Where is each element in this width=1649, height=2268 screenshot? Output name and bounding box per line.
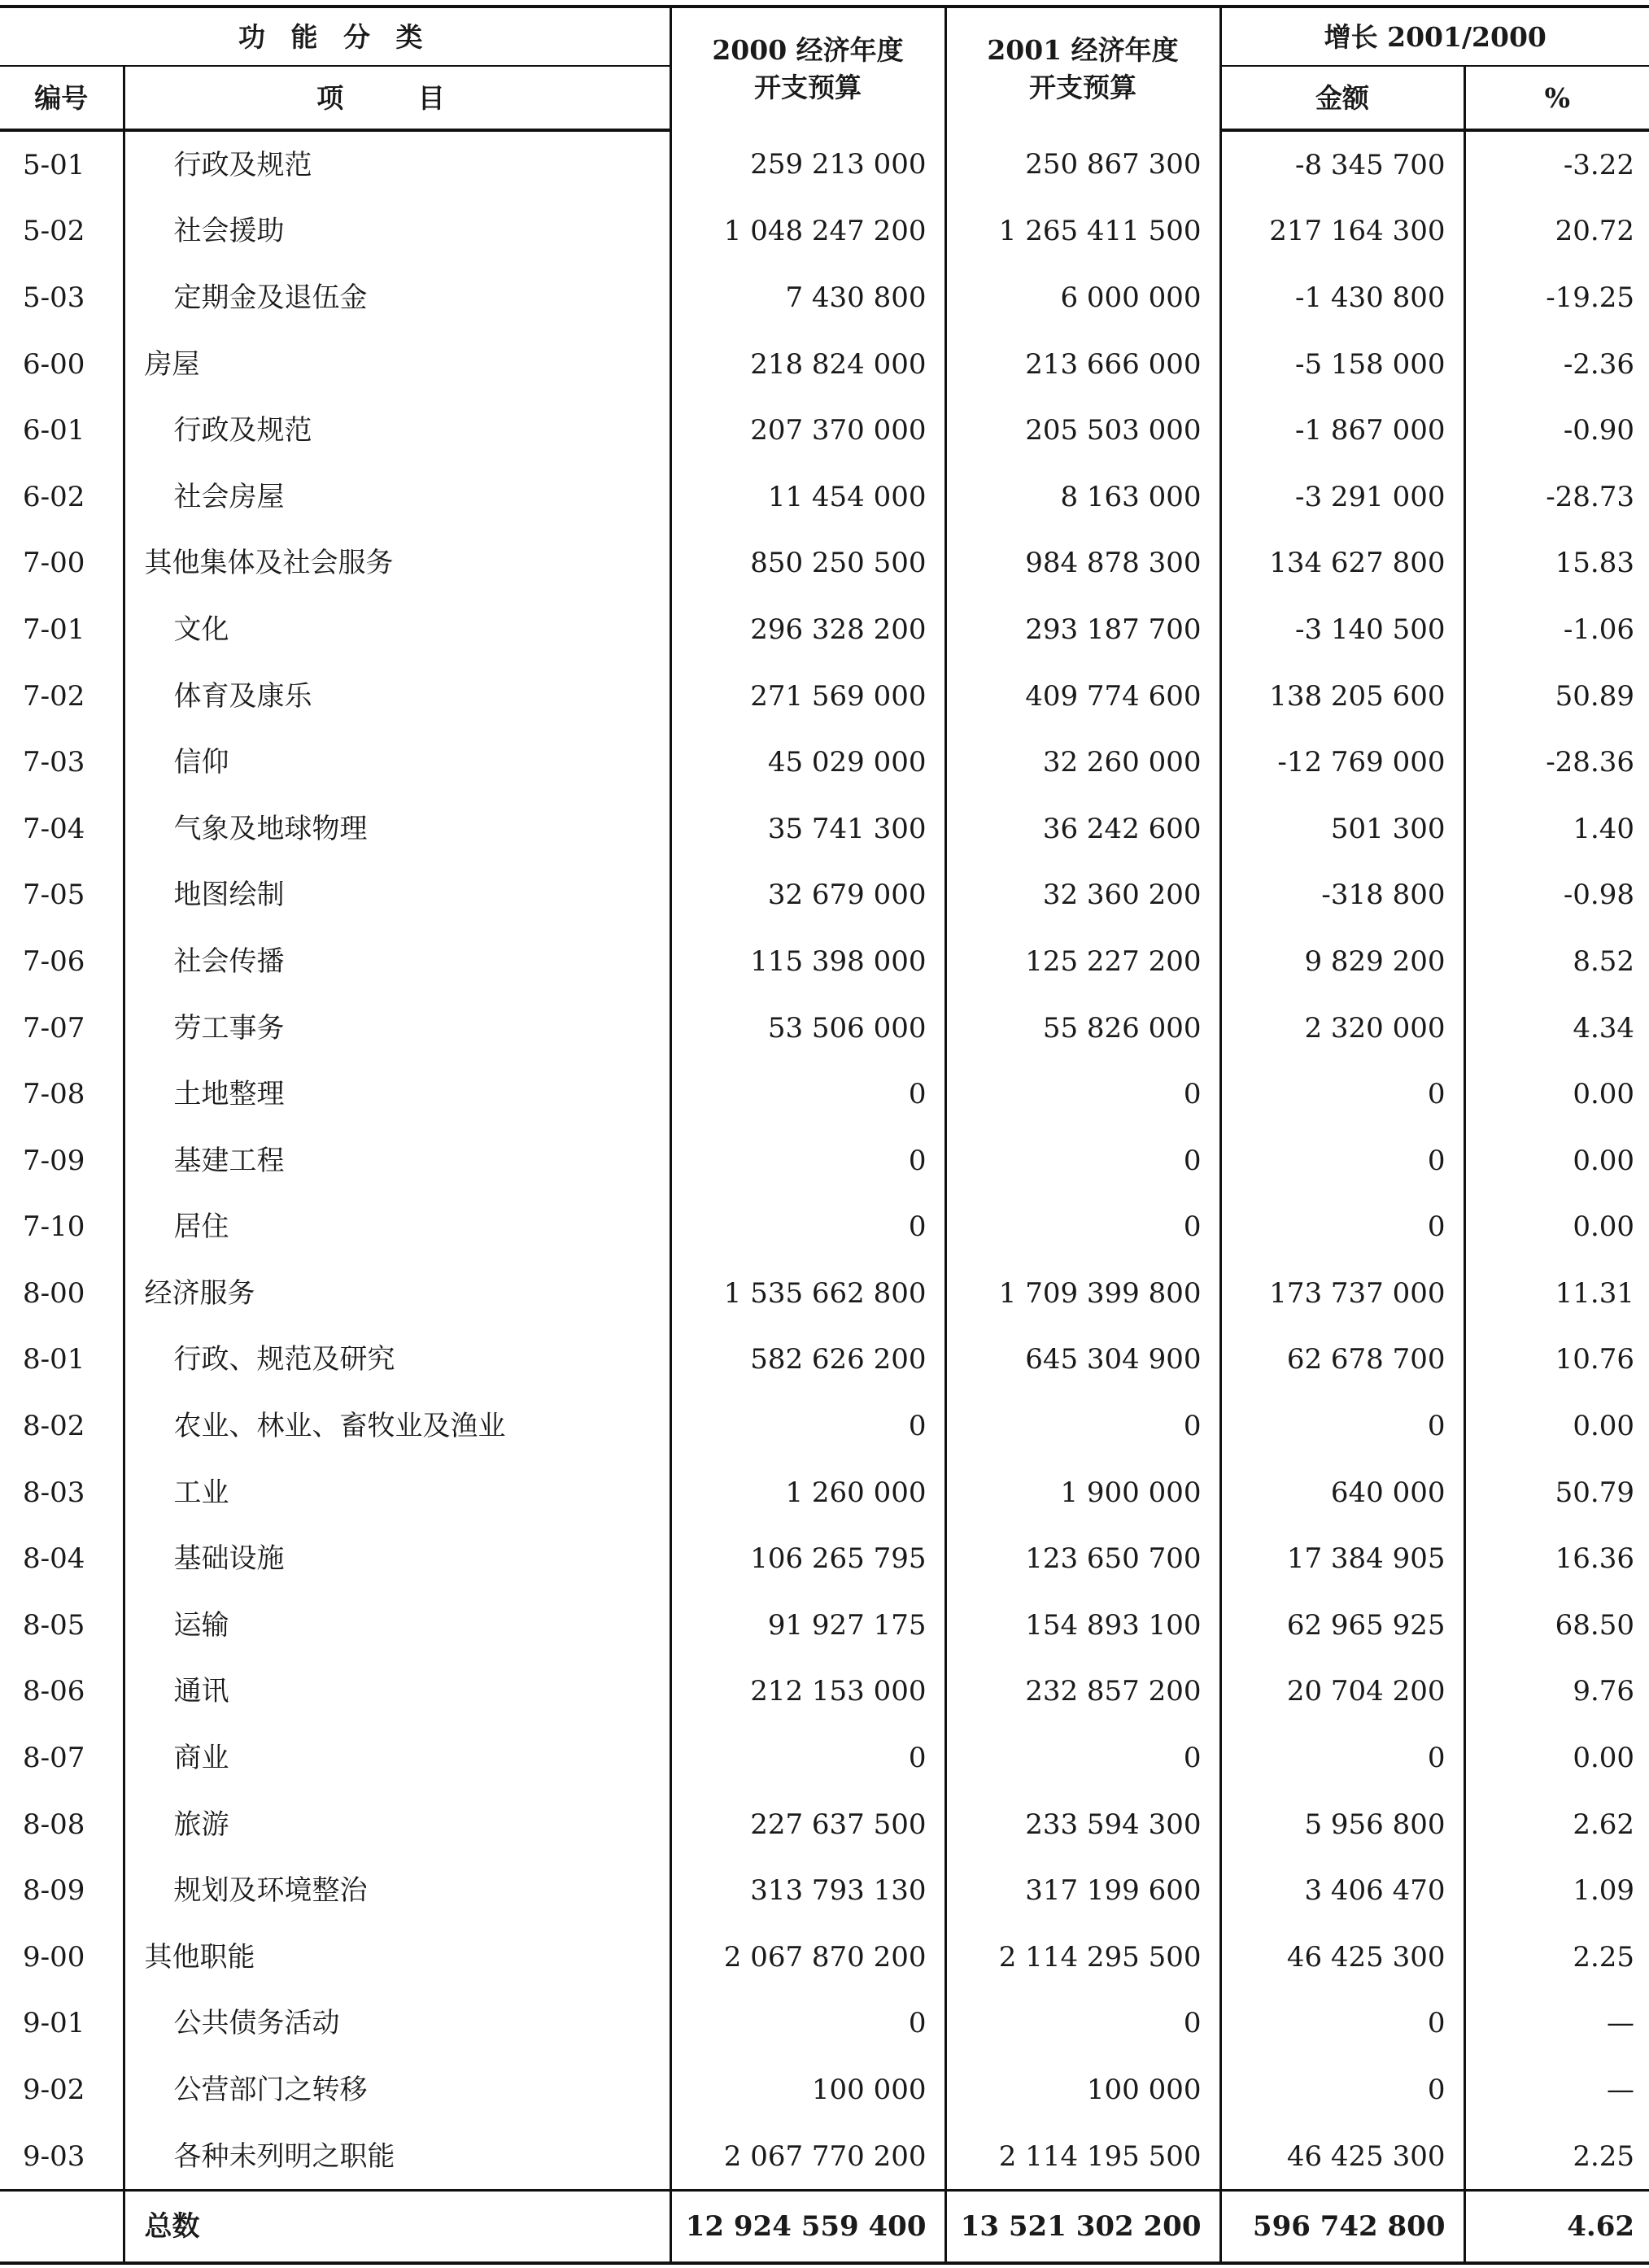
row-code: 6-02 bbox=[23, 480, 85, 513]
row-budget-2000: 0 bbox=[670, 1061, 945, 1127]
row-code: 8-05 bbox=[23, 1608, 85, 1642]
row-growth-percent: 50.89 bbox=[1464, 663, 1649, 730]
row-code: 7-02 bbox=[23, 679, 85, 713]
header-growth: 增长 2001/2000 bbox=[1220, 7, 1649, 66]
row-budget-2000: 0 bbox=[670, 1725, 945, 1791]
row-growth-amount: 62 678 700 bbox=[1220, 1327, 1464, 1394]
row-code: 7-00 bbox=[23, 547, 85, 580]
row-item: 地图绘制 bbox=[124, 862, 670, 929]
row-budget-2001: 100 000 bbox=[945, 2056, 1220, 2123]
row-growth-percent: -0.90 bbox=[1464, 397, 1649, 464]
row-item: 行政、规范及研究 bbox=[124, 1327, 670, 1394]
row-code: 6-01 bbox=[23, 414, 85, 447]
table-row bbox=[0, 729, 1649, 796]
row-item: 土地整理 bbox=[124, 1061, 670, 1127]
table-row bbox=[0, 862, 1649, 929]
row-item: 规划及环境整治 bbox=[124, 1857, 670, 1924]
row-budget-2001: 0 bbox=[945, 1991, 1220, 2057]
row-budget-2000: 212 153 000 bbox=[670, 1659, 945, 1725]
row-code: 9-00 bbox=[23, 1940, 85, 1974]
row-growth-amount: 2 320 000 bbox=[1220, 995, 1464, 1062]
row-growth-amount: 0 bbox=[1220, 1991, 1464, 2057]
table-row bbox=[0, 1525, 1649, 1592]
row-budget-2000: 227 637 500 bbox=[670, 1791, 945, 1858]
row-budget-2000: 91 927 175 bbox=[670, 1592, 945, 1659]
header-2001-budget: 2001 经济年度 开支预算 bbox=[945, 7, 1220, 130]
row-budget-2001: 36 242 600 bbox=[945, 796, 1220, 862]
row-budget-2000: 45 029 000 bbox=[670, 729, 945, 796]
table-row bbox=[0, 2123, 1649, 2191]
table-body bbox=[0, 130, 1649, 2263]
row-growth-percent: 2.62 bbox=[1464, 1791, 1649, 1858]
row-item: 商业 bbox=[124, 1725, 670, 1791]
row-growth-percent: 0.00 bbox=[1464, 1127, 1649, 1194]
row-budget-2000: 11 454 000 bbox=[670, 464, 945, 530]
row-growth-amount: -1 430 800 bbox=[1220, 264, 1464, 331]
row-item: 房屋 bbox=[124, 331, 670, 398]
row-code: 9-03 bbox=[23, 2139, 85, 2173]
total-growth-percent: 4.62 bbox=[1464, 2191, 1649, 2264]
row-budget-2001: 0 bbox=[945, 1127, 1220, 1194]
row-item: 其他职能 bbox=[124, 1924, 670, 1991]
row-item: 公共债务活动 bbox=[124, 1991, 670, 2057]
row-budget-2000: 35 741 300 bbox=[670, 796, 945, 862]
row-budget-2000: 1 048 247 200 bbox=[670, 198, 945, 265]
row-budget-2000: 582 626 200 bbox=[670, 1327, 945, 1394]
row-growth-percent: -28.73 bbox=[1464, 464, 1649, 530]
table-row bbox=[0, 264, 1649, 331]
header-function-class: 功 能 分 类 bbox=[0, 7, 670, 66]
table-row bbox=[0, 1659, 1649, 1725]
row-budget-2000: 0 bbox=[670, 1194, 945, 1261]
row-growth-amount: 173 737 000 bbox=[1220, 1260, 1464, 1327]
row-budget-2000: 218 824 000 bbox=[670, 331, 945, 398]
row-budget-2000: 313 793 130 bbox=[670, 1857, 945, 1924]
row-budget-2001: 0 bbox=[945, 1061, 1220, 1127]
row-growth-amount: -3 140 500 bbox=[1220, 596, 1464, 663]
row-growth-percent: 68.50 bbox=[1464, 1592, 1649, 1659]
row-growth-percent: 8.52 bbox=[1464, 928, 1649, 995]
row-growth-percent: 9.76 bbox=[1464, 1659, 1649, 1725]
row-growth-percent: — bbox=[1464, 1991, 1649, 2057]
row-code: 8-08 bbox=[23, 1808, 85, 1841]
row-budget-2001: 293 187 700 bbox=[945, 596, 1220, 663]
row-budget-2000: 115 398 000 bbox=[670, 928, 945, 995]
row-budget-2001: 409 774 600 bbox=[945, 663, 1220, 730]
row-growth-percent: -3.22 bbox=[1464, 130, 1649, 198]
row-code: 7-10 bbox=[23, 1210, 85, 1244]
row-code: 8-09 bbox=[23, 1874, 85, 1908]
row-growth-amount: 62 965 925 bbox=[1220, 1592, 1464, 1659]
table-row bbox=[0, 1791, 1649, 1858]
table-row bbox=[0, 796, 1649, 862]
total-label: 总数 bbox=[124, 2191, 670, 2264]
row-growth-percent: -28.36 bbox=[1464, 729, 1649, 796]
row-item: 各种未列明之职能 bbox=[124, 2123, 670, 2191]
row-code: 7-08 bbox=[23, 1078, 85, 1111]
budget-table bbox=[0, 5, 1649, 2265]
row-growth-percent: 4.34 bbox=[1464, 995, 1649, 1062]
row-budget-2001: 250 867 300 bbox=[945, 130, 1220, 198]
row-growth-percent: -2.36 bbox=[1464, 331, 1649, 398]
row-code: 9-01 bbox=[23, 2007, 85, 2040]
row-growth-percent: 50.79 bbox=[1464, 1459, 1649, 1526]
row-growth-amount: -318 800 bbox=[1220, 862, 1464, 929]
row-code: 8-06 bbox=[23, 1675, 85, 1708]
row-budget-2000: 100 000 bbox=[670, 2056, 945, 2123]
row-growth-percent: 20.72 bbox=[1464, 198, 1649, 265]
row-code: 8-07 bbox=[23, 1742, 85, 1775]
row-budget-2000: 1 260 000 bbox=[670, 1459, 945, 1526]
budget-table-document bbox=[0, 5, 1649, 2265]
total-growth-amount: 596 742 800 bbox=[1220, 2191, 1464, 2264]
total-budget-2001: 13 521 302 200 bbox=[945, 2191, 1220, 2264]
table-row bbox=[0, 130, 1649, 198]
table-row bbox=[0, 1194, 1649, 1261]
row-code: 5-03 bbox=[23, 281, 85, 314]
row-budget-2001: 232 857 200 bbox=[945, 1659, 1220, 1725]
row-budget-2000: 850 250 500 bbox=[670, 530, 945, 597]
row-item: 行政及规范 bbox=[124, 397, 670, 464]
row-budget-2001: 1 900 000 bbox=[945, 1459, 1220, 1526]
row-item: 气象及地球物理 bbox=[124, 796, 670, 862]
row-budget-2001: 123 650 700 bbox=[945, 1525, 1220, 1592]
table-row bbox=[0, 397, 1649, 464]
row-budget-2001: 154 893 100 bbox=[945, 1592, 1220, 1659]
table-row bbox=[0, 464, 1649, 530]
row-growth-percent: -0.98 bbox=[1464, 862, 1649, 929]
row-growth-amount: 138 205 600 bbox=[1220, 663, 1464, 730]
row-budget-2001: 6 000 000 bbox=[945, 264, 1220, 331]
row-budget-2001: 8 163 000 bbox=[945, 464, 1220, 530]
row-growth-amount: -1 867 000 bbox=[1220, 397, 1464, 464]
row-budget-2001: 55 826 000 bbox=[945, 995, 1220, 1062]
row-growth-percent: -1.06 bbox=[1464, 596, 1649, 663]
row-code: 9-02 bbox=[23, 2074, 85, 2107]
row-item: 经济服务 bbox=[124, 1260, 670, 1327]
row-item: 社会传播 bbox=[124, 928, 670, 995]
table-row bbox=[0, 198, 1649, 265]
row-growth-percent: 0.00 bbox=[1464, 1194, 1649, 1261]
row-growth-percent: 1.40 bbox=[1464, 796, 1649, 862]
row-budget-2000: 32 679 000 bbox=[670, 862, 945, 929]
row-growth-amount: -12 769 000 bbox=[1220, 729, 1464, 796]
row-growth-percent: 2.25 bbox=[1464, 1924, 1649, 1991]
row-growth-amount: -8 345 700 bbox=[1220, 130, 1464, 198]
row-code: 8-04 bbox=[23, 1542, 85, 1576]
header-item: 项 目 bbox=[124, 66, 670, 130]
row-budget-2001: 0 bbox=[945, 1393, 1220, 1459]
row-budget-2000: 0 bbox=[670, 1991, 945, 2057]
row-growth-percent: 11.31 bbox=[1464, 1260, 1649, 1327]
row-growth-amount: 0 bbox=[1220, 1127, 1464, 1194]
row-growth-percent: 0.00 bbox=[1464, 1725, 1649, 1791]
row-budget-2001: 233 594 300 bbox=[945, 1791, 1220, 1858]
table-row bbox=[0, 1991, 1649, 2057]
row-budget-2001: 32 260 000 bbox=[945, 729, 1220, 796]
table-row bbox=[0, 1127, 1649, 1194]
row-code: 8-03 bbox=[23, 1476, 85, 1509]
table-row bbox=[0, 596, 1649, 663]
table-row bbox=[0, 1327, 1649, 1394]
row-growth-amount: 20 704 200 bbox=[1220, 1659, 1464, 1725]
table-row bbox=[0, 995, 1649, 1062]
row-item: 文化 bbox=[124, 596, 670, 663]
row-budget-2000: 1 535 662 800 bbox=[670, 1260, 945, 1327]
row-growth-percent: 16.36 bbox=[1464, 1525, 1649, 1592]
table-row bbox=[0, 1725, 1649, 1791]
row-growth-amount: 217 164 300 bbox=[1220, 198, 1464, 265]
row-item: 通讯 bbox=[124, 1659, 670, 1725]
row-code: 7-04 bbox=[23, 812, 85, 845]
row-budget-2001: 32 360 200 bbox=[945, 862, 1220, 929]
row-code: 6-00 bbox=[23, 347, 85, 381]
row-code: 7-03 bbox=[23, 746, 85, 779]
row-budget-2001: 213 666 000 bbox=[945, 331, 1220, 398]
table-row bbox=[0, 1592, 1649, 1659]
row-item: 劳工事务 bbox=[124, 995, 670, 1062]
table-row bbox=[0, 1260, 1649, 1327]
table-header bbox=[0, 7, 1649, 130]
row-item: 行政及规范 bbox=[124, 130, 670, 198]
row-budget-2001: 205 503 000 bbox=[945, 397, 1220, 464]
row-budget-2000: 207 370 000 bbox=[670, 397, 945, 464]
row-budget-2001: 645 304 900 bbox=[945, 1327, 1220, 1394]
header-2000-budget: 2000 经济年度 开支预算 bbox=[670, 7, 945, 130]
header-percent: % bbox=[1464, 66, 1649, 130]
row-growth-amount: -3 291 000 bbox=[1220, 464, 1464, 530]
row-budget-2000: 2 067 870 200 bbox=[670, 1924, 945, 1991]
row-item: 基础设施 bbox=[124, 1525, 670, 1592]
row-budget-2000: 259 213 000 bbox=[670, 130, 945, 198]
row-item: 居住 bbox=[124, 1194, 670, 1261]
header-amount: 金额 bbox=[1220, 66, 1464, 130]
table-row bbox=[0, 1061, 1649, 1127]
table-row bbox=[0, 1393, 1649, 1459]
row-growth-amount: -5 158 000 bbox=[1220, 331, 1464, 398]
row-code: 5-01 bbox=[23, 148, 85, 181]
table-row bbox=[0, 663, 1649, 730]
row-budget-2000: 296 328 200 bbox=[670, 596, 945, 663]
row-code: 7-09 bbox=[23, 1144, 85, 1177]
row-budget-2000: 0 bbox=[670, 1127, 945, 1194]
row-item: 其他集体及社会服务 bbox=[124, 530, 670, 597]
row-code: 7-05 bbox=[23, 879, 85, 912]
row-growth-amount: 0 bbox=[1220, 2056, 1464, 2123]
row-code: 8-00 bbox=[23, 1276, 85, 1310]
row-item: 旅游 bbox=[124, 1791, 670, 1858]
row-item: 农业、林业、畜牧业及渔业 bbox=[124, 1393, 670, 1459]
row-budget-2001: 125 227 200 bbox=[945, 928, 1220, 995]
row-growth-amount: 640 000 bbox=[1220, 1459, 1464, 1526]
row-budget-2001: 1 709 399 800 bbox=[945, 1260, 1220, 1327]
row-budget-2001: 2 114 195 500 bbox=[945, 2123, 1220, 2191]
row-budget-2000: 2 067 770 200 bbox=[670, 2123, 945, 2191]
row-growth-percent: -19.25 bbox=[1464, 264, 1649, 331]
row-budget-2001: 0 bbox=[945, 1194, 1220, 1261]
row-growth-amount: 0 bbox=[1220, 1061, 1464, 1127]
row-growth-percent: 0.00 bbox=[1464, 1061, 1649, 1127]
row-item: 体育及康乐 bbox=[124, 663, 670, 730]
row-budget-2001: 1 265 411 500 bbox=[945, 198, 1220, 265]
row-growth-percent: 15.83 bbox=[1464, 530, 1649, 597]
row-growth-amount: 46 425 300 bbox=[1220, 2123, 1464, 2191]
row-code: 7-01 bbox=[23, 613, 85, 646]
row-item: 运输 bbox=[124, 1592, 670, 1659]
table-row bbox=[0, 1857, 1649, 1924]
table-row bbox=[0, 2056, 1649, 2123]
row-budget-2001: 984 878 300 bbox=[945, 530, 1220, 597]
row-budget-2000: 271 569 000 bbox=[670, 663, 945, 730]
row-budget-2001: 317 199 600 bbox=[945, 1857, 1220, 1924]
row-growth-amount: 0 bbox=[1220, 1725, 1464, 1791]
row-growth-amount: 17 384 905 bbox=[1220, 1525, 1464, 1592]
row-budget-2000: 7 430 800 bbox=[670, 264, 945, 331]
row-growth-amount: 9 829 200 bbox=[1220, 928, 1464, 995]
row-budget-2001: 0 bbox=[945, 1725, 1220, 1791]
row-item: 定期金及退伍金 bbox=[124, 264, 670, 331]
row-growth-percent: 10.76 bbox=[1464, 1327, 1649, 1394]
table-row bbox=[0, 1459, 1649, 1526]
total-row bbox=[0, 2191, 1649, 2264]
row-budget-2000: 53 506 000 bbox=[670, 995, 945, 1062]
row-budget-2001: 2 114 295 500 bbox=[945, 1924, 1220, 1991]
total-code-blank bbox=[0, 2191, 124, 2264]
row-budget-2000: 0 bbox=[670, 1393, 945, 1459]
row-item: 基建工程 bbox=[124, 1127, 670, 1194]
row-code: 7-06 bbox=[23, 944, 85, 978]
row-growth-percent: 1.09 bbox=[1464, 1857, 1649, 1924]
total-budget-2000: 12 924 559 400 bbox=[670, 2191, 945, 2264]
row-growth-amount: 0 bbox=[1220, 1393, 1464, 1459]
row-item: 社会援助 bbox=[124, 198, 670, 265]
table-row bbox=[0, 530, 1649, 597]
header-code: 编号 bbox=[0, 66, 124, 130]
row-growth-amount: 3 406 470 bbox=[1220, 1857, 1464, 1924]
row-growth-percent: 2.25 bbox=[1464, 2123, 1649, 2191]
row-budget-2000: 106 265 795 bbox=[670, 1525, 945, 1592]
row-growth-amount: 501 300 bbox=[1220, 796, 1464, 862]
row-growth-amount: 134 627 800 bbox=[1220, 530, 1464, 597]
row-item: 工业 bbox=[124, 1459, 670, 1526]
table-row bbox=[0, 1924, 1649, 1991]
row-code: 7-07 bbox=[23, 1011, 85, 1045]
row-growth-percent: 0.00 bbox=[1464, 1393, 1649, 1459]
row-growth-amount: 0 bbox=[1220, 1194, 1464, 1261]
row-code: 8-02 bbox=[23, 1410, 85, 1443]
row-growth-amount: 5 956 800 bbox=[1220, 1791, 1464, 1858]
row-growth-percent: — bbox=[1464, 2056, 1649, 2123]
row-item: 信仰 bbox=[124, 729, 670, 796]
table-row bbox=[0, 331, 1649, 398]
table-row bbox=[0, 928, 1649, 995]
row-item: 社会房屋 bbox=[124, 464, 670, 530]
row-growth-amount: 46 425 300 bbox=[1220, 1924, 1464, 1991]
row-code: 5-02 bbox=[23, 215, 85, 248]
row-item: 公营部门之转移 bbox=[124, 2056, 670, 2123]
row-code: 8-01 bbox=[23, 1343, 85, 1376]
